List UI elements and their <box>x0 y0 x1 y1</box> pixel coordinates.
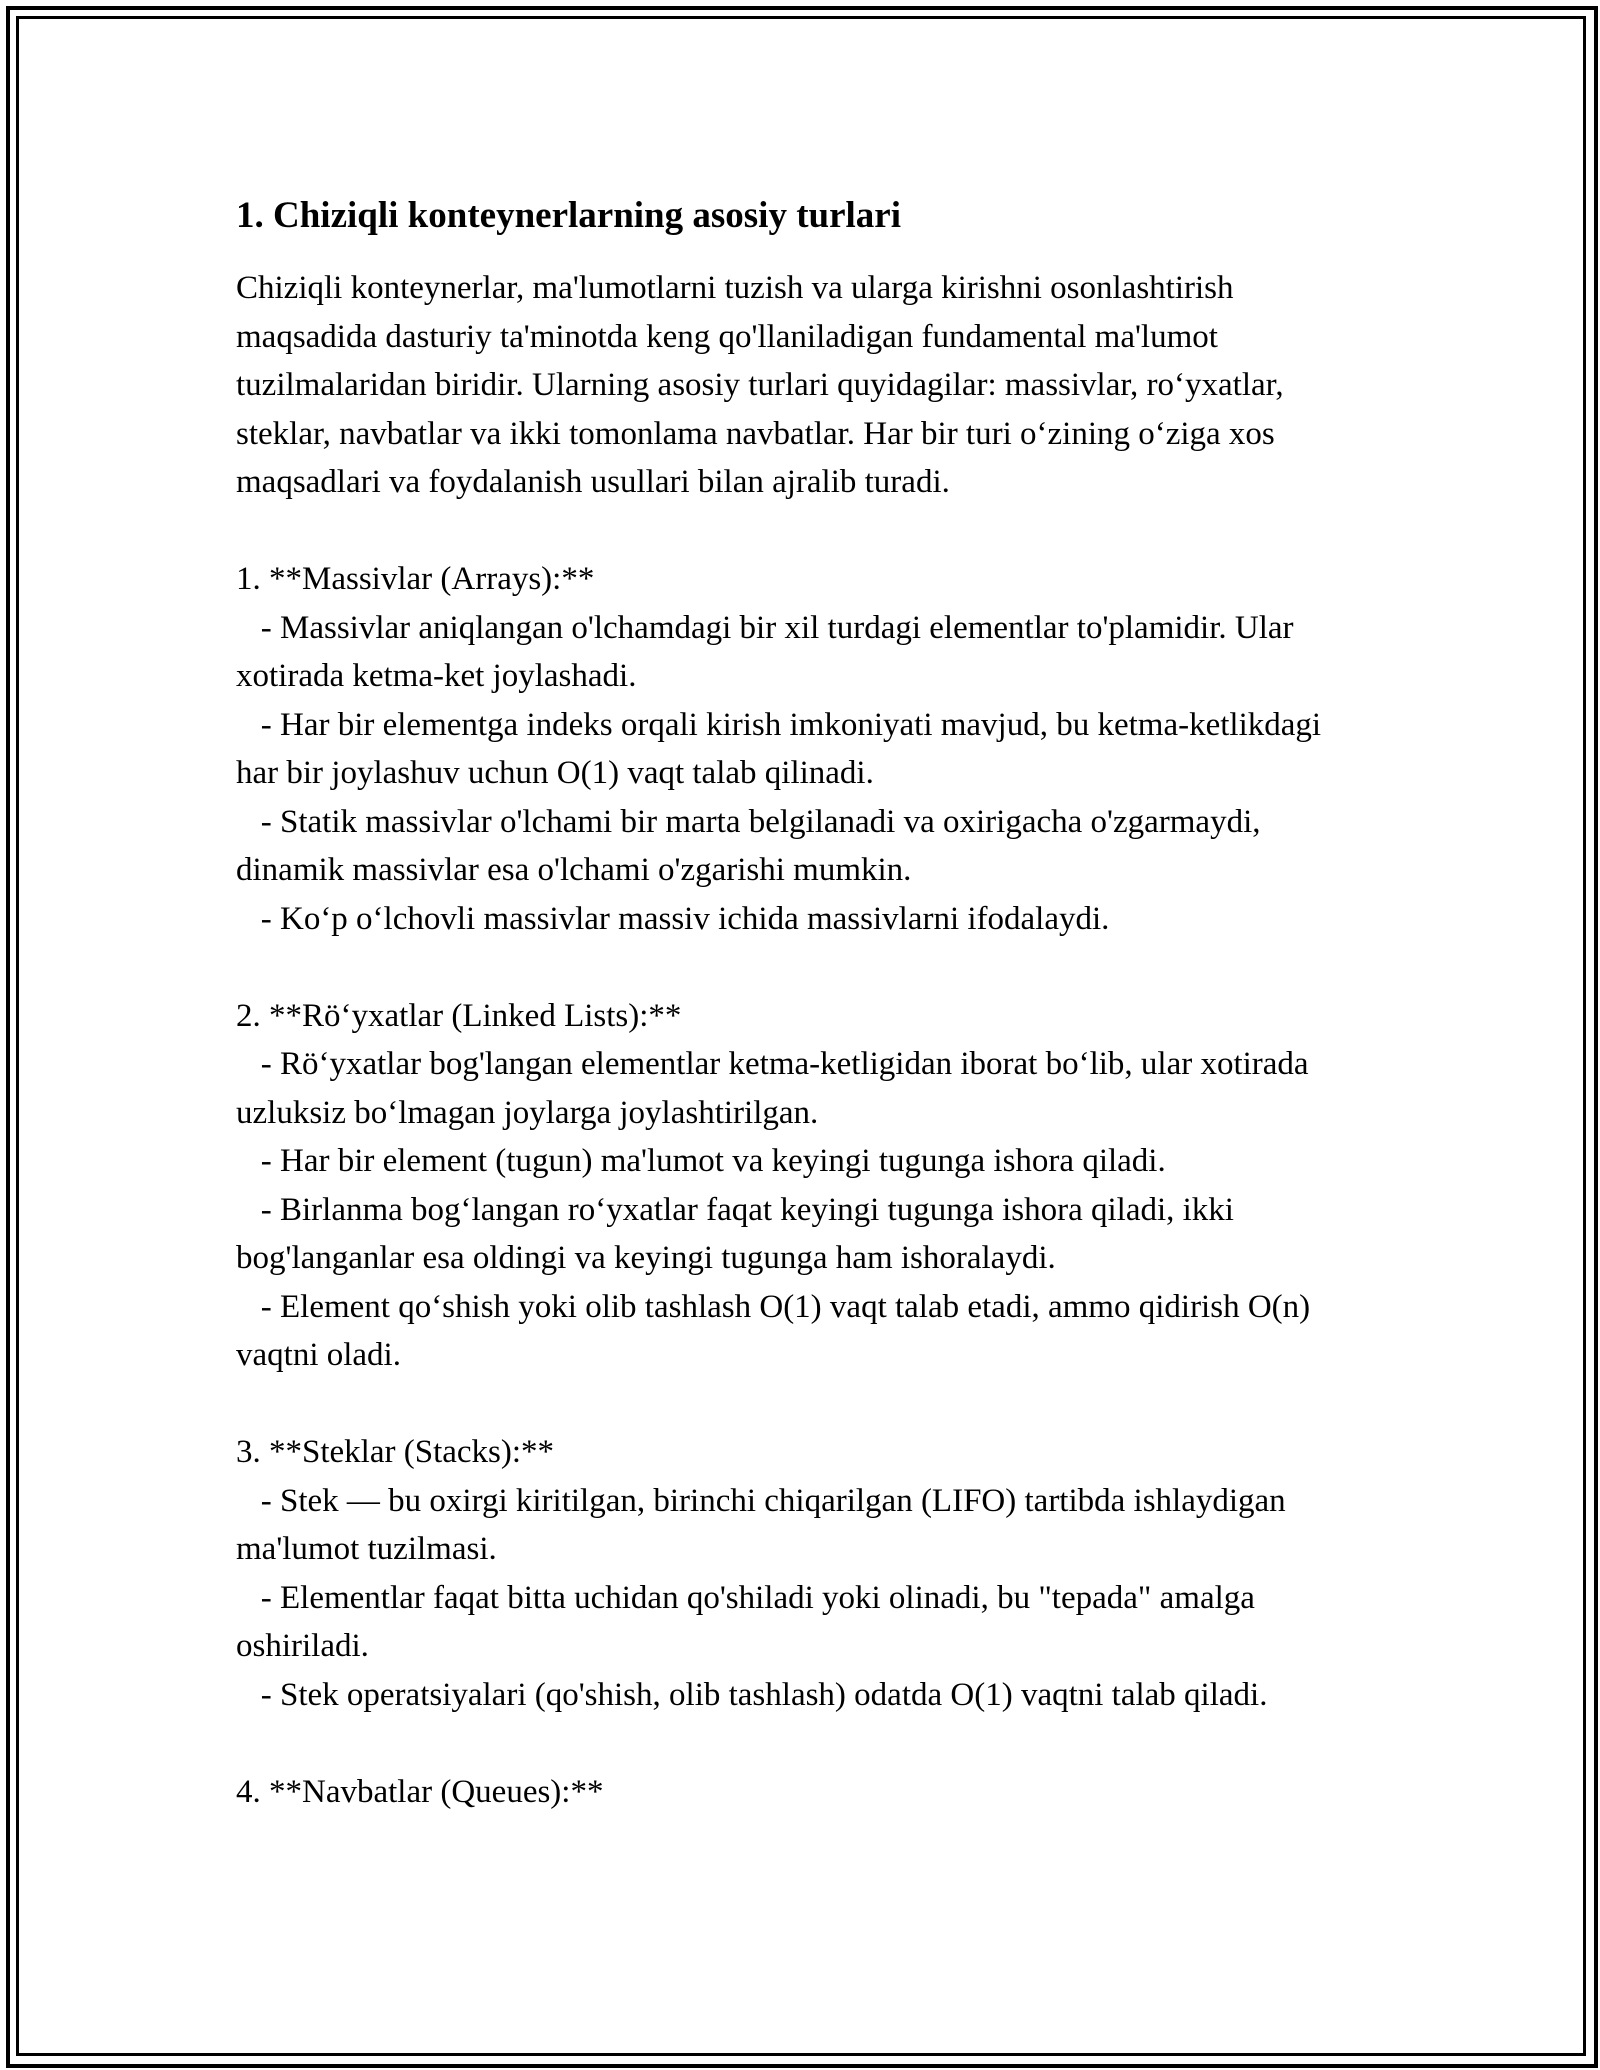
paragraph-spacer <box>236 1380 1366 1429</box>
list-item: - Stek operatsiyalari (qo'shish, olib tashlash) odatda O(1) vaqtni talab qiladi. <box>236 1676 1268 1713</box>
document-body <box>236 188 1366 1816</box>
list-item: - Elementlar faqat bitta uchidan qo'shiladi yoki olinadi, bu "tepada" amalga oshiriladi. <box>236 1579 1264 1664</box>
paragraph-spacer <box>236 943 1366 992</box>
list-item: - Statik massivlar o'lchami bir marta belgilanadi va oxirigacha o'zgarmaydi, dinamik massivlar esa o'lchami o'zgarishi mumkin. <box>236 803 1269 888</box>
document-heading: 1. Chiziqli konteynerlarning asosiy turlari <box>236 195 902 236</box>
list-item: - Ko‘p o‘lchovli massivlar massiv ichida massivlarni ifodalaydi. <box>236 900 1110 937</box>
list-item: - Har bir elementga indeks orqali kirish imkoniyati mavjud, bu ketma-ketlikdagi har bir joylashuv uchun O(1) vaqt talab qilinadi. <box>236 706 1330 791</box>
section-stacks <box>236 1428 1366 1719</box>
list-item: - Element qo‘shish yoki olib tashlash O(1) vaqt talab etadi, ammo qidirish O(n) vaqtni oladi. <box>236 1288 1319 1373</box>
intro-paragraph: Chiziqli konteynerlar, ma'lumotlarni tuzish va ularga kirishni osonlashtirish maqsadida dasturiy ta'minotda keng qo'llaniladigan fundamental ma'lumot tuzilmalaridan biridir. Ularning asosiy turlari quyidagilar: massivlar, ro‘yxatlar, steklar, navbatlar va ikki tomonlama navbatlar. Har bir turi o‘zining o‘ziga xos maqsadlari va foydalanish usullari bilan ajralib turadi. <box>236 270 1284 500</box>
list-item: - Stek — bu oxirgi kiritilgan, birinchi chiqarilgan (LIFO) tartibda ishlaydigan ma'lumot tuzilmasi. <box>236 1482 1294 1567</box>
section-title: 1. **Massivlar (Arrays):** <box>236 561 595 597</box>
section-linked-lists <box>236 992 1366 1380</box>
section-title: 3. **Steklar (Stacks):** <box>236 1434 555 1470</box>
section-title: 4. **Navbatlar (Queues):** <box>236 1773 604 1810</box>
section-title: 2. **Rö‘yxatlar (Linked Lists):** <box>236 997 682 1034</box>
section-queues <box>236 1768 1366 1817</box>
list-item: - Massivlar aniqlangan o'lchamdagi bir xil turdagi elementlar to'plamidir. Ular xotirada ketma-ket joylashadi. <box>236 609 1302 694</box>
section-arrays <box>236 555 1366 943</box>
list-item: - Rö‘yxatlar bog'langan elementlar ketma-ketligidan iborat bo‘lib, ular xotirada uzluksiz bo‘lmagan joylarga joylashtirilgan. <box>236 1046 1317 1131</box>
list-item: - Har bir element (tugun) ma'lumot va keyingi tugunga ishora qiladi. <box>236 1143 1166 1179</box>
paragraph-spacer <box>236 1719 1366 1768</box>
paragraph-spacer <box>236 507 1366 556</box>
list-item: - Birlanma bog‘langan ro‘yxatlar faqat keyingi tugunga ishora qiladi, ikki bog'langanlar esa oldingi va keyingi tugunga ham ishoralaydi. <box>236 1191 1243 1276</box>
